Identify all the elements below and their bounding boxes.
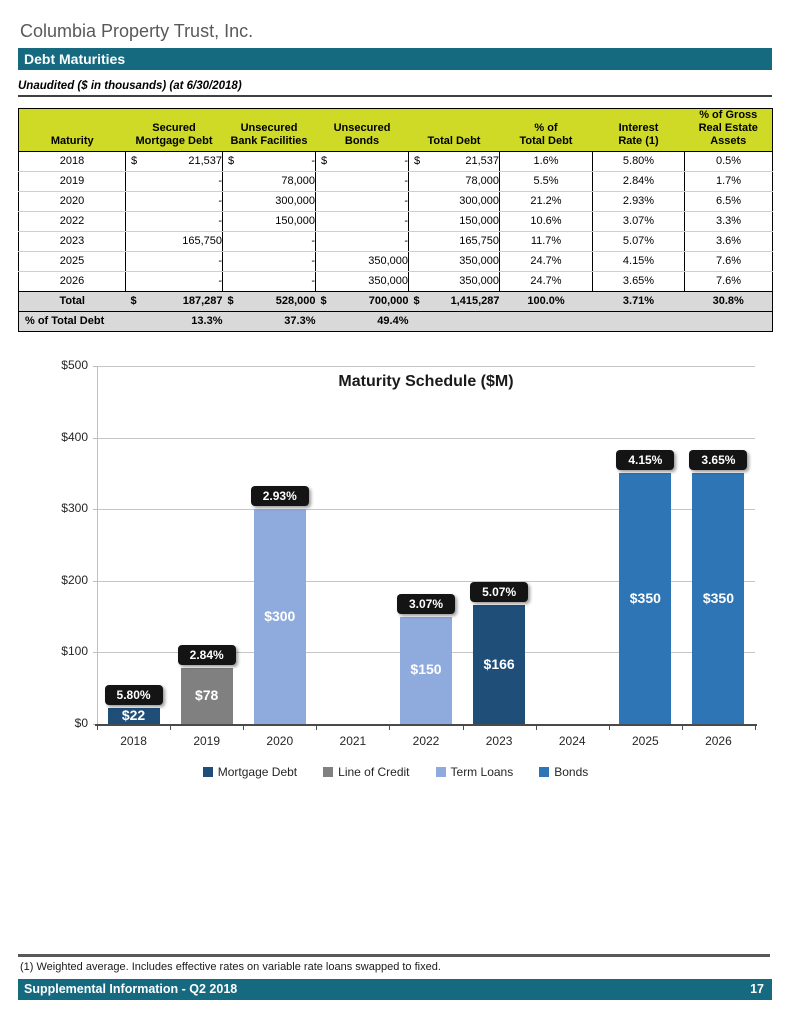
cell-rate: 5.80% <box>593 152 685 172</box>
x-axis-tick <box>243 725 244 730</box>
gridline <box>97 438 755 439</box>
column-header-line1: Unsecured <box>333 122 391 134</box>
amount: 300,000 <box>275 195 315 207</box>
cell-bank <box>223 252 316 272</box>
amount: 165,750 <box>182 235 222 247</box>
cell-bank <box>223 152 316 172</box>
cell-maturity: 2026 <box>19 272 126 292</box>
x-axis-tick <box>316 725 317 730</box>
y-axis-line <box>97 366 98 724</box>
amount: 187,287 <box>182 295 223 307</box>
column-header-line2: Mortgage Debt <box>135 135 213 147</box>
amount: 528,000 <box>275 295 316 307</box>
cell-total-pct: 100.0% <box>500 292 593 312</box>
legend-label: Bonds <box>554 765 589 779</box>
y-axis-label: $300 <box>61 501 88 516</box>
amount: - <box>218 175 222 187</box>
x-axis-category-label: 2021 <box>339 734 367 748</box>
column-header-line2: Real Estate Assets <box>698 122 758 147</box>
company-name: Columbia Property Trust, Inc. <box>20 21 254 41</box>
cell-total-total <box>409 292 500 312</box>
x-axis-tick <box>97 725 98 730</box>
column-header <box>409 109 500 152</box>
cell-total-gross: 30.8% <box>685 292 773 312</box>
x-axis-tick <box>755 725 756 730</box>
subtitle-unaudited: Unaudited ($ in thousands) (at 6/30/2018) <box>18 80 772 97</box>
bar-value-label: $300 <box>264 607 296 624</box>
dollar-sign: $ <box>130 295 137 307</box>
cell-pct-total: 24.7% <box>500 252 593 272</box>
bar-rate-label: 4.15% <box>616 450 674 470</box>
x-axis-tick <box>682 725 683 730</box>
cell-pct-gross: 7.6% <box>685 252 773 272</box>
column-header-line2: Bank Facilities <box>230 135 308 147</box>
x-axis-tick <box>463 725 464 730</box>
amount: - <box>311 155 315 167</box>
cell-bank <box>223 192 316 212</box>
legend-item <box>539 765 588 779</box>
cell-mortgage <box>126 252 223 272</box>
footer-page-number: 17 <box>750 982 764 996</box>
cell-pct-total: 11.7% <box>500 232 593 252</box>
chart-legend <box>0 765 791 779</box>
bar-rate-label: 3.65% <box>689 450 747 470</box>
cell-pct-total: 1.6% <box>500 152 593 172</box>
cell-bonds <box>316 252 409 272</box>
column-header-line2: Total Debt <box>427 135 481 147</box>
amount: 350,000 <box>368 255 408 267</box>
y-axis-label: $200 <box>61 572 88 587</box>
amount: 1,415,287 <box>450 295 500 307</box>
amount: 150,000 <box>459 215 499 227</box>
cell-mortgage <box>126 232 223 252</box>
bar-value-label: $150 <box>410 661 442 678</box>
cell-empty <box>500 312 593 332</box>
amount: 21,537 <box>465 155 499 167</box>
x-axis-tick <box>389 725 390 730</box>
pct-of-total-row <box>19 312 773 332</box>
legend-label: Mortgage Debt <box>217 765 298 779</box>
footer-banner <box>18 979 772 1000</box>
column-header <box>223 109 316 152</box>
amount: - <box>404 215 408 227</box>
amount: 150,000 <box>275 215 315 227</box>
bar-rate-label: 5.07% <box>470 582 528 602</box>
amount: - <box>404 235 408 247</box>
x-axis-tick <box>536 725 537 730</box>
column-header-line1: % of <box>534 122 558 134</box>
cell-bank <box>223 172 316 192</box>
cell-pct-total: 24.7% <box>500 272 593 292</box>
amount: 300,000 <box>459 195 499 207</box>
dollar-sign: $ <box>413 295 420 307</box>
legend-item <box>203 765 297 779</box>
column-header-line2: Total Debt <box>519 135 573 147</box>
column-header-line1: % of Gross <box>699 109 758 121</box>
footer-title: Supplemental Information - Q2 2018 <box>24 982 238 996</box>
column-header <box>19 109 126 152</box>
amount: - <box>311 255 315 267</box>
column-header-line1: Unsecured <box>240 122 298 134</box>
cell-mortgage <box>126 272 223 292</box>
x-axis-category-label: 2018 <box>120 734 147 748</box>
column-header <box>685 109 773 152</box>
cell-bonds <box>316 172 409 192</box>
amount: 700,000 <box>368 295 409 307</box>
table-row <box>19 252 773 272</box>
cell-pct-gross: 3.3% <box>685 212 773 232</box>
footnote-text: (1) Weighted average. Includes effective rates on variable rate loans swapped to fixed. <box>20 961 441 973</box>
amount: 350,000 <box>459 275 499 287</box>
cell-rate: 2.84% <box>593 172 685 192</box>
legend-item <box>323 765 409 779</box>
cell-maturity: 2023 <box>19 232 126 252</box>
cell-bonds <box>316 212 409 232</box>
gridline <box>97 366 755 367</box>
amount: 78,000 <box>281 175 315 187</box>
column-header <box>500 109 593 152</box>
cell-pct-gross: 3.6% <box>685 232 773 252</box>
column-header-line2: Rate (1) <box>618 135 659 147</box>
cell-maturity: 2018 <box>19 152 126 172</box>
legend-swatch-icon <box>323 767 333 777</box>
cell-pct-mortgage <box>126 312 223 332</box>
section-title-banner <box>18 48 772 70</box>
cell-maturity: 2025 <box>19 252 126 272</box>
cell-bonds <box>316 272 409 292</box>
amount: - <box>404 155 408 167</box>
table-header <box>19 109 773 152</box>
x-axis-category-label: 2019 <box>193 734 221 748</box>
legend-swatch-icon <box>436 767 446 777</box>
cell-total-rate: 3.71% <box>593 292 685 312</box>
cell-total <box>409 192 500 212</box>
cell-pct-bonds <box>316 312 409 332</box>
cell-total-label: Total <box>19 292 126 312</box>
x-axis-tick <box>170 725 171 730</box>
bar-rate-label: 2.84% <box>178 645 236 665</box>
column-header <box>593 109 685 152</box>
table-row <box>19 152 773 172</box>
cell-total <box>409 272 500 292</box>
total-row <box>19 292 773 312</box>
bar-rate-label: 2.93% <box>251 486 309 506</box>
dollar-sign: $ <box>320 295 327 307</box>
y-axis-label: $500 <box>61 358 88 372</box>
cell-mortgage <box>126 212 223 232</box>
y-axis-label: $400 <box>61 429 88 444</box>
table-row <box>19 172 773 192</box>
cell-bank <box>223 272 316 292</box>
cell-pct-gross: 0.5% <box>685 152 773 172</box>
dollar-sign: $ <box>228 155 235 167</box>
table-body <box>19 152 773 332</box>
cell-rate: 3.65% <box>593 272 685 292</box>
legend-item <box>436 765 514 779</box>
x-axis-category-label: 2024 <box>558 734 586 748</box>
amount: 37.3% <box>284 315 316 327</box>
cell-total <box>409 252 500 272</box>
cell-rate: 2.93% <box>593 192 685 212</box>
cell-bonds <box>316 192 409 212</box>
amount: 350,000 <box>459 255 499 267</box>
cell-pct-bank <box>223 312 316 332</box>
cell-mortgage <box>126 152 223 172</box>
cell-bonds <box>316 152 409 172</box>
legend-label: Line of Credit <box>338 765 410 779</box>
cell-mortgage <box>126 192 223 212</box>
amount: - <box>218 195 222 207</box>
amount: 49.4% <box>377 315 409 327</box>
dollar-sign: $ <box>227 295 234 307</box>
cell-bank <box>223 212 316 232</box>
header-row <box>19 109 773 152</box>
cell-pct-total: 21.2% <box>500 192 593 212</box>
x-axis-category-label: 2022 <box>412 734 440 748</box>
dollar-sign: $ <box>131 155 138 167</box>
amount: 78,000 <box>465 175 499 187</box>
legend-label: Term Loans <box>450 765 514 779</box>
cell-total <box>409 152 500 172</box>
cell-rate: 4.15% <box>593 252 685 272</box>
y-axis-label: $0 <box>74 716 88 730</box>
cell-maturity: 2019 <box>19 172 126 192</box>
legend-swatch-icon <box>203 767 213 777</box>
amount: 165,750 <box>459 235 499 247</box>
bar-value-label: $350 <box>702 589 735 606</box>
maturity-schedule-chart <box>0 355 791 800</box>
x-axis-category-label: 2023 <box>485 734 513 748</box>
dollar-sign: $ <box>321 155 328 167</box>
section-title: Debt Maturities <box>24 51 126 67</box>
y-axis-label: $100 <box>61 644 88 659</box>
dollar-sign: $ <box>414 155 421 167</box>
bar-value-label: $350 <box>629 589 661 606</box>
cell-pct-gross: 7.6% <box>685 272 773 292</box>
bar-value-label: $78 <box>194 687 219 704</box>
cell-bank <box>223 232 316 252</box>
cell-pct-gross: 1.7% <box>685 172 773 192</box>
bar-value-label: $166 <box>483 655 515 672</box>
bar-rate-label: 5.80% <box>105 685 163 705</box>
amount: 13.3% <box>191 315 223 327</box>
cell-total-bank <box>223 292 316 312</box>
cell-pct-gross: 6.5% <box>685 192 773 212</box>
cell-total <box>409 232 500 252</box>
bar-value-label: $22 <box>121 707 146 724</box>
cell-rate: 3.07% <box>593 212 685 232</box>
cell-pct-label: % of Total Debt <box>19 312 126 332</box>
x-axis-category-label: 2025 <box>631 734 659 748</box>
amount: - <box>311 235 315 247</box>
amount: - <box>404 175 408 187</box>
cell-maturity: 2022 <box>19 212 126 232</box>
x-axis-line <box>95 724 757 726</box>
cell-maturity: 2020 <box>19 192 126 212</box>
cell-pct-total: 5.5% <box>500 172 593 192</box>
legend-swatch-icon <box>539 767 549 777</box>
amount: - <box>218 275 222 287</box>
cell-empty <box>685 312 773 332</box>
cell-rate: 5.07% <box>593 232 685 252</box>
amount: 350,000 <box>368 275 408 287</box>
amount: - <box>311 275 315 287</box>
column-header-line1: Interest <box>618 122 659 134</box>
cell-total <box>409 212 500 232</box>
column-header-line1: Secured <box>152 122 196 134</box>
cell-total <box>409 172 500 192</box>
amount: - <box>218 255 222 267</box>
bar-rate-label: 3.07% <box>397 594 455 614</box>
cell-bonds <box>316 232 409 252</box>
amount: - <box>404 195 408 207</box>
column-header-line2: Bonds <box>344 135 380 147</box>
column-header-line2: Maturity <box>50 135 94 147</box>
table-row <box>19 232 773 252</box>
cell-empty <box>593 312 685 332</box>
column-header <box>126 109 223 152</box>
table-row <box>19 272 773 292</box>
cell-mortgage <box>126 172 223 192</box>
amount: 21,537 <box>188 155 222 167</box>
debt-maturities-table <box>18 108 773 332</box>
cell-pct-total: 10.6% <box>500 212 593 232</box>
x-axis-category-label: 2026 <box>705 734 732 748</box>
footnote-divider <box>18 954 770 957</box>
amount: - <box>218 215 222 227</box>
chart-title: Maturity Schedule ($M) <box>338 373 514 390</box>
column-header <box>316 109 409 152</box>
table-row <box>19 192 773 212</box>
x-axis-category-label: 2020 <box>266 734 294 748</box>
x-axis-tick <box>609 725 610 730</box>
cell-total-mortgage <box>126 292 223 312</box>
table-row <box>19 212 773 232</box>
cell-empty <box>409 312 500 332</box>
cell-total-bonds <box>316 292 409 312</box>
